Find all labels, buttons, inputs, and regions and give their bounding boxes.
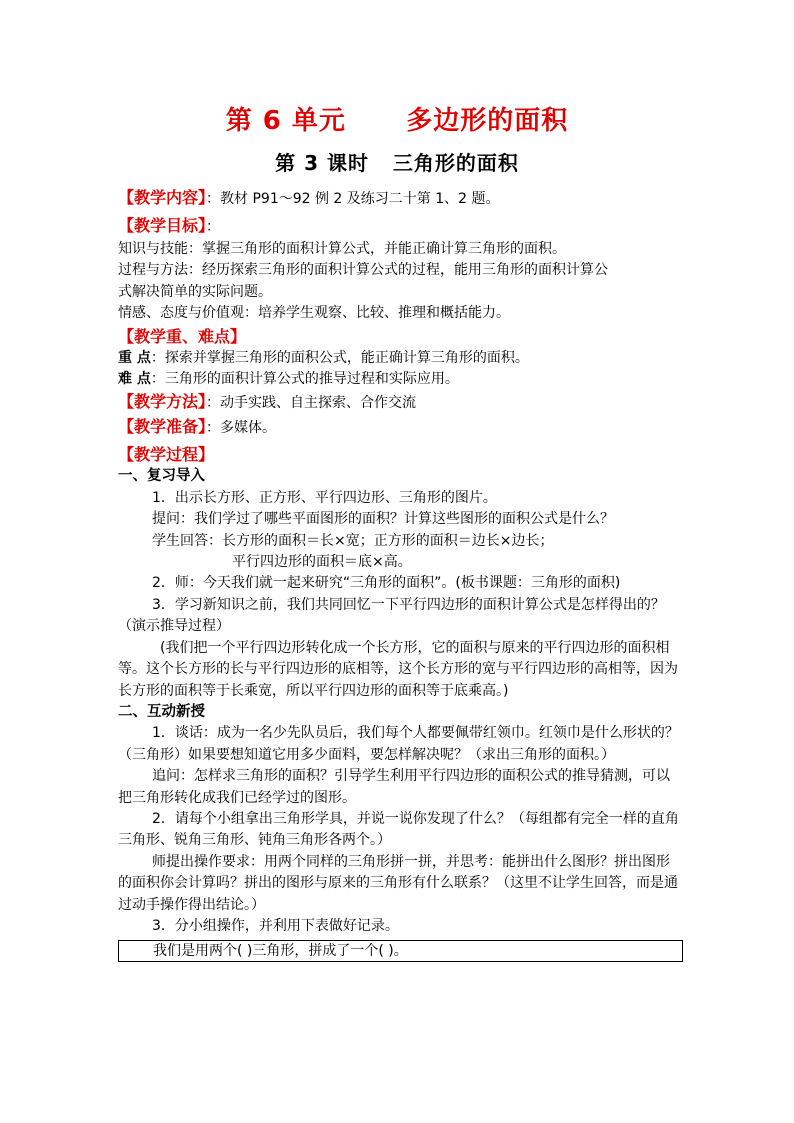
paragraph: 1．谈话：成为一名少先队员后，我们每个人都要佩带红领巾。红领巾是什么形状的？（三角形）如果要想知道它用多少面料，要怎样解决呢？（求出三角形的面积。） xyxy=(118,725,679,763)
paragraph: 平行四边形的面积＝底×高。 xyxy=(232,554,412,571)
key-text: ：探索并掌握三角形的面积公式，能正确计算三角形的面积。 xyxy=(150,349,529,366)
key-label: 难 点 xyxy=(118,371,151,388)
paragraph: 1．出示长方形、正方形、平行四边形、三角形的图片。 xyxy=(152,489,497,506)
section-label: 【教学内容】 xyxy=(118,188,207,207)
section-method xyxy=(118,390,683,415)
section-text: ：多媒体。 xyxy=(206,420,277,437)
paragraph: 2．请每个小组拿出三角形学具，并说一说你发现了什么？（每组都有完全一样的直角三角形、锐角三角形、钝角三角形各两个。） xyxy=(118,810,679,849)
section-label: 【教学重、难点】 xyxy=(118,326,247,346)
paragraph: 3．分小组操作，并利用下表做好记录。 xyxy=(152,917,399,934)
section-text: ：教材 P91～92 例 2 及练习二十第 1、2 题。 xyxy=(206,191,500,207)
section-prep xyxy=(118,415,683,440)
section-goals xyxy=(118,214,683,239)
key-line xyxy=(118,348,683,369)
unit-title: 第 6 单元 多边形的面积 xyxy=(225,106,569,136)
section-keypoints xyxy=(118,325,683,348)
paragraph: 2．师：今天我们就一起来研究“三角形的面积”。(板书课题：三角形的面积) xyxy=(152,575,621,592)
record-table-row: 我们是用两个( )三角形，拼成了一个( )。 xyxy=(118,940,683,962)
section-label: 【教学方法】 xyxy=(118,392,207,412)
section-label: 【教学准备】 xyxy=(118,417,207,437)
section-text: ： xyxy=(206,219,221,235)
section-label: 【教学目标】 xyxy=(118,216,207,235)
section-label: 【教学过程】 xyxy=(118,445,215,465)
paragraph: 追问：怎样求三角形的面积？引导学生利用平行四边形的面积公式的推导猜测，可以把三角形转化成我们已经学过的图形。 xyxy=(118,768,670,806)
part1-heading: 一、复习导入 xyxy=(118,468,205,485)
paragraph: 师提出操作要求：用两个同样的三角形拼一拼，并思考：能拼出什么图形？拼出图形的面积你会计算吗？拼出的图形与原来的三角形有什么联系？（这里不让学生回答，而是通过动手操作得出结论。） xyxy=(118,853,678,913)
goal-line: 过程与方法：经历探索三角形的面积计算公式的过程，能用三角形的面积计算公 xyxy=(118,262,608,279)
section-content xyxy=(118,186,683,211)
lesson-body xyxy=(118,186,683,962)
goal-line: 式解决简单的实际问题。 xyxy=(118,283,272,300)
lesson-subtitle: 第 3 课时 三角形的面积 xyxy=(275,151,519,175)
key-line xyxy=(118,369,683,390)
goal-line: 情感、态度与价值观：培养学生观察、比较、推理和概括能力。 xyxy=(118,305,510,322)
paragraph: 3．学习新知识之前，我们共同回忆一下平行四边形的面积计算公式是怎样得出的？（演示推导过程） xyxy=(118,596,665,635)
paragraph: 学生回答：长方形的面积＝长×宽；正方形的面积＝边长×边长； xyxy=(152,532,554,549)
section-text: ：动手实践、自主探索、合作交流 xyxy=(206,395,417,412)
goal-line: 知识与技能：掌握三角形的面积计算公式，并能正确计算三角形的面积。 xyxy=(118,241,566,257)
key-label: 重 点 xyxy=(118,349,151,366)
paragraph: 提问：我们学过了哪些平面图形的面积？计算这些图形的面积公式是什么？ xyxy=(152,511,614,528)
section-process xyxy=(118,443,683,466)
paragraph: (我们把一个平行四边形转化成一个长方形，它的面积与原来的平行四边形的面积相等。这个长方形的长与平行四边形的底相等，这个长方形的宽与平行四边形的高相等，因为长方形的面积等于长乘宽，所以平行四边形的面积等于底乘高。) xyxy=(118,639,678,699)
part2-heading: 二、互动新授 xyxy=(118,703,205,720)
key-text: ：三角形的面积计算公式的推导过程和实际应用。 xyxy=(150,371,459,388)
